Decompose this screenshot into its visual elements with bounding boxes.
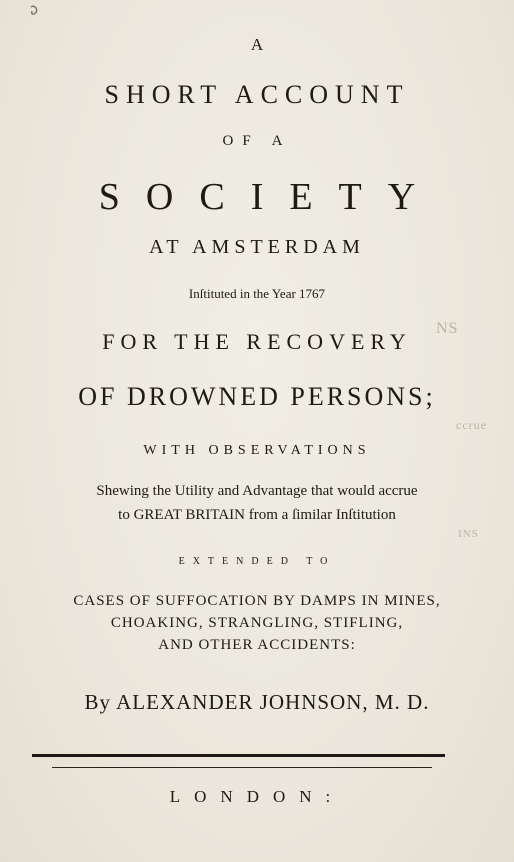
title-society: SOCIETY: [98, 176, 442, 218]
ink-blot-mark: [28, 4, 44, 18]
title-short-account: SHORT ACCOUNT: [104, 80, 410, 109]
cases-line-3: AND OTHER ACCIDENTS:: [158, 637, 356, 653]
instituted-year: Inſtituted in the Year 1767: [188, 286, 326, 301]
title-at-amsterdam: AT AMSTERDAM: [149, 236, 365, 258]
subtitle-line-2: to GREAT BRITAIN from a ſimilar Inſtitution: [118, 507, 396, 523]
subtitle-line-1: Shewing the Utility and Advantage that would accrue: [96, 483, 418, 499]
thick-rule: [32, 754, 445, 757]
cases-line-1: CASES OF SUFFOCATION BY DAMPS IN MINES,: [73, 593, 441, 609]
title-recovery: FOR THE RECOVERY: [102, 329, 412, 354]
show-through-text: INS: [458, 528, 479, 540]
imprint-place: LONDON:: [169, 787, 345, 806]
extended-to: EXTENDED TO: [178, 556, 336, 567]
show-through-text: NS: [436, 320, 459, 337]
cases-line-2: CHOAKING, STRANGLING, STIFLING,: [110, 615, 404, 631]
with-observations: WITH OBSERVATIONS: [143, 443, 371, 458]
title-drowned-persons: OF DROWNED PERSONS;: [78, 382, 436, 411]
title-of-a: OF A: [222, 133, 292, 149]
title-article: A: [250, 35, 264, 54]
show-through-text: ccrue: [456, 418, 487, 432]
author-line: By ALEXANDER JOHNSON, M. D.: [84, 690, 430, 714]
thin-rule: [52, 767, 432, 768]
